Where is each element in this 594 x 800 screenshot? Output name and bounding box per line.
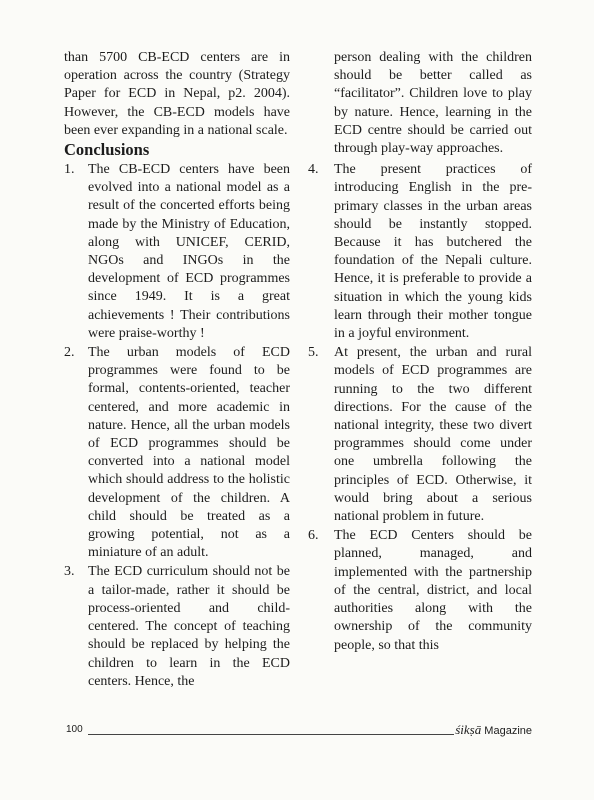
list-item-text: At present, the urban and rural models of ECD programmes are running to the two different directions. For the cause of the national integrity, these two divert programmes should come under one umbrella following the principles of ECD. Otherwise, it would bring about a serious national problem in future. (334, 345, 532, 525)
left-intro-paragraph: than 5700 CB-ECD centers are in operation across the country (Strategy Paper for ECD in Nepal, p2. 2004). However, the CB-ECD models have been ever expanding in a national scale. (64, 50, 290, 138)
list-item (64, 563, 290, 690)
list-item (64, 161, 290, 343)
list-item-text: The CB-ECD centers have been evolved into a national model as a result of the concerted efforts being made by the Ministry of Education, along with UNICEF, CERID, NGOs and INGOs in the development of ECD programmes since 1949. It is a great achievements ! Their contributions were praise-worthy ! (88, 162, 290, 341)
conclusions-list-left (64, 161, 290, 691)
right-column (308, 49, 532, 655)
list-item-text: The ECD Centers should be planned, managed, and implemented with the partnership of the central, district, and local authorities along with the ownership of the community people, so that this (334, 528, 532, 653)
magazine-name: śikṣā (455, 722, 482, 737)
magazine-word: Magazine (484, 725, 532, 737)
conclusions-list-right (308, 161, 532, 654)
list-item-number: 5. (308, 345, 319, 361)
page-number: 100 (66, 724, 83, 735)
footer-rule (88, 734, 454, 735)
list-item-number: 1. (64, 162, 75, 178)
list-item-text: The urban models of ECD programmes were found to be formal, contents-oriented, teacher centered, and more academic in nature. Hence, all the urban models of ECD programmes should be converted into a national model which should address to the holistic development of the children. A child should be treated as a growing potential, not as a miniature of an adult. (88, 345, 290, 561)
left-column (64, 49, 290, 691)
list-item-number: 6. (308, 528, 319, 544)
list-item (308, 344, 532, 526)
magazine-title (455, 722, 532, 738)
list-item-number: 4. (308, 162, 319, 178)
list-item-number: 3. (64, 564, 75, 580)
list-item (308, 527, 532, 654)
page-footer (66, 723, 532, 739)
list-item (64, 344, 290, 562)
list-item-text: The present practices of introducing English in the pre-primary classes in the urban areas should be instantly stopped. Because it has butchered the foundation of the Nepali culture. Hence, it is preferable to provide a situation in which the young kids learn through their mother tongue in a joyful environment. (334, 162, 532, 342)
conclusions-heading: Conclusions (64, 140, 150, 160)
right-intro-paragraph: person dealing with the children should be better called as “facilitator”. Children love to play by nature. Hence, learning in the ECD centre should be carried out through play-way approaches. (334, 50, 532, 157)
list-item (308, 161, 532, 343)
list-item-number: 2. (64, 345, 75, 361)
list-item-text: The ECD curriculum should not be a tailor-made, rather it should be process-oriented and child-centered. The concept of teaching should be replaced by helping the children to learn in the ECD centers. Hence, the (88, 564, 290, 689)
